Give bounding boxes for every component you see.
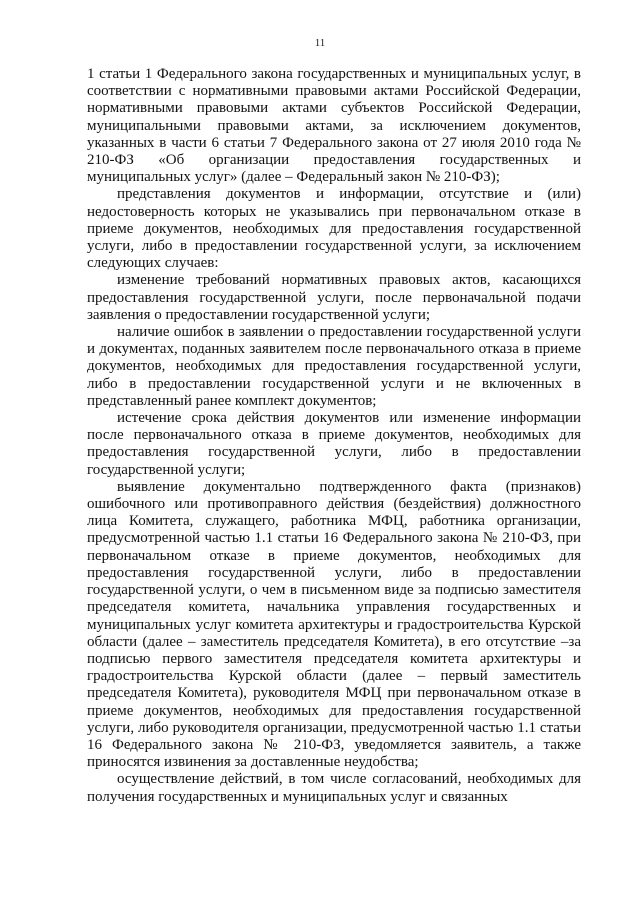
paragraph-1: 1 статьи 1 Федерального закона государственных и муниципальных услуг, в соответствии с нормативными правовыми актами Российской Федерации, нормативными правовыми актами субъектов Российской Федерации, муниципальными правовыми актами, за исключением документов, указанных в части 6 статьи 7 Федерального закона от 27 июля 2010 года № 210-ФЗ «Об организации предоставления государственных и муниципальных услуг» (далее – Федеральный закон № 210-ФЗ);	[87, 66, 581, 186]
paragraph-2: представления документов и информации, отсутствие и (или) недостоверность которых не указывались при первоначальном отказе в приеме документов, необходимых для предоставления государственной услуги, либо в предоставлении государственной услуги, за исключением следующих случаев:	[87, 186, 581, 272]
page-number: 11	[314, 37, 326, 49]
paragraph-7: осуществление действий, в том числе согласований, необходимых для получения государственных и муниципальных услуг и связанных	[87, 771, 581, 805]
paragraph-5: истечение срока действия документов или изменение информации после первоначального отказа в приеме документов, необходимых для предоставления государственной услуги, либо в предоставлении государственной услуги;	[87, 410, 581, 478]
paragraph-4: наличие ошибок в заявлении о предоставлении государственной услуги и документах, поданных заявителем после первоначального отказа в приеме документов, необходимых для предоставления государственной услуги, либо в предоставлении государственной услуги и не включенных в представленный ранее комплект документов;	[87, 324, 581, 409]
paragraph-3: изменение требований нормативных правовых актов, касающихся предоставления государственной услуги, после первоначальной подачи заявления о предоставлении государственной услуги;	[87, 272, 581, 323]
document-body	[87, 66, 581, 806]
paragraph-6: выявление документально подтвержденного факта (признаков) ошибочного или противоправного действия (бездействия) должностного лица Комитета, служащего, работника МФЦ, работника организации, предусмотренной частью 1.1 статьи 16 Федерального закона № 210-ФЗ, при первоначальном отказе в приеме документов, необходимых для предоставления государственной услуги, либо в предоставлении государственной услуги, о чем в письменном виде за подписью заместителя председателя комитета, начальника управления государственных и муниципальных услуг комитета архитектуры и градостроительства Курской области (далее – заместитель председателя Комитета), в его отсутствие –за подписью первого заместителя председателя комитета архитектуры и градостроительства Курской области (далее – первый заместитель председателя Комитета), руководителя МФЦ при первоначальном отказе в приеме документов, необходимых для предоставления государственной услуги, либо руководителя организации, предусмотренной частью 1.1 статьи 16 Федерального закона № 210-ФЗ, уведомляется заявитель, а также приносятся извинения за доставленные неудобства;	[87, 478, 581, 771]
